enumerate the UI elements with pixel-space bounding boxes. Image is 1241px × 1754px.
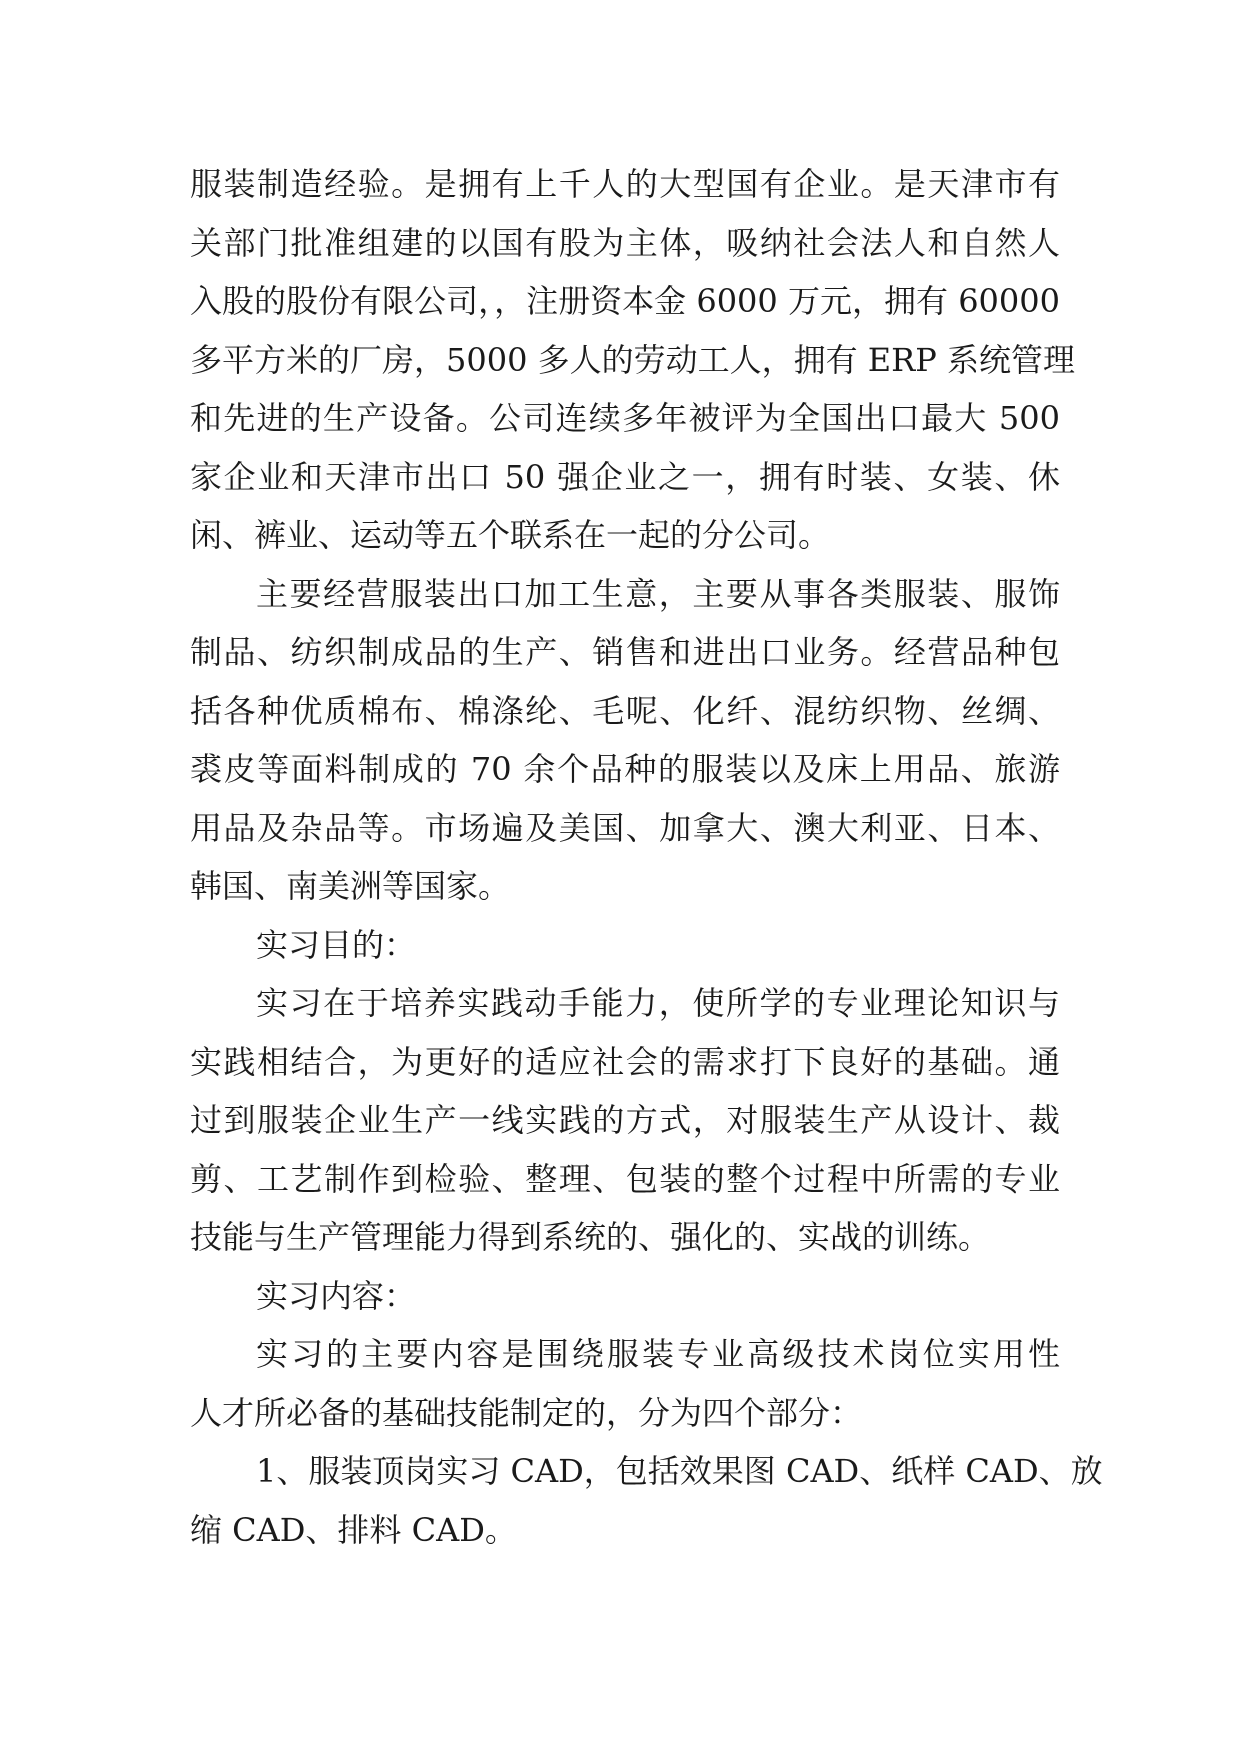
text-line: 用品及杂品等。市场遍及美国、加拿大、澳大利亚、日本、 (190, 808, 1060, 847)
text-line: 和先进的生产设备。公司连续多年被评为全国出口最大 500 (190, 399, 1060, 437)
list-item: 1、服装顶岗实习 CAD，包括效果图 CAD、纸样 CAD、放 (256, 1452, 1103, 1490)
text-line: 剪、工艺制作到检验、整理、包装的整个过程中所需的专业 (190, 1159, 1060, 1198)
text-line: 闲、裤业、运动等五个联系在一起的分公司。 (190, 516, 831, 554)
text-line: 缩 CAD、排料 CAD。 (190, 1510, 517, 1549)
text-line: 韩国、南美洲等国家。 (190, 867, 511, 905)
text-line: 括各种优质棉布、棉涤纶、毛呢、化纤、混纺织物、丝绸、 (190, 691, 1060, 730)
text-line: 关部门批准组建的以国有股为主体，吸纳社会法人和自然人 (190, 223, 1060, 262)
text-line: 实践相结合，为更好的适应社会的需求打下良好的基础。通 (190, 1042, 1060, 1081)
text-line: 实习在于培养实践动手能力，使所学的专业理论知识与 (256, 984, 1060, 1022)
text-line: 制品、纺织制成品的生产、销售和进出口业务。经营品种包 (190, 633, 1060, 671)
text-line: 服装制造经验。是拥有上千人的大型国有企业。是天津市有 (190, 165, 1060, 203)
document-body (190, 155, 1103, 1559)
text-line: 技能与生产管理能力得到系统的、强化的、实战的训练。 (190, 1218, 991, 1256)
text-line: 裘皮等面料制成的 70 余个品种的服装以及床上用品、旅游 (190, 750, 1060, 788)
section-heading: 实习目的： (256, 925, 417, 964)
text-line: 人才所必备的基础技能制定的，分为四个部分： (190, 1393, 863, 1432)
text-line: 过到服装企业生产一线实践的方式，对服装生产从设计、裁 (190, 1101, 1060, 1139)
text-line: 实习的主要内容是围绕服装专业高级技术岗位实用性 (256, 1335, 1060, 1373)
text-line: 入股的股份有限公司，，注册资本金 6000 万元，拥有 60000 (190, 282, 1060, 320)
text-line: 多平方米的厂房，5000 多人的劳动工人，拥有 ERP 系统管理 (190, 340, 1075, 379)
section-heading: 实习内容： (256, 1276, 417, 1315)
text-line: 主要经营服装出口加工生意，主要从事各类服装、服饰 (256, 574, 1060, 613)
text-line: 家企业和天津市出口 50 强企业之一，拥有时装、女装、休 (190, 457, 1060, 496)
